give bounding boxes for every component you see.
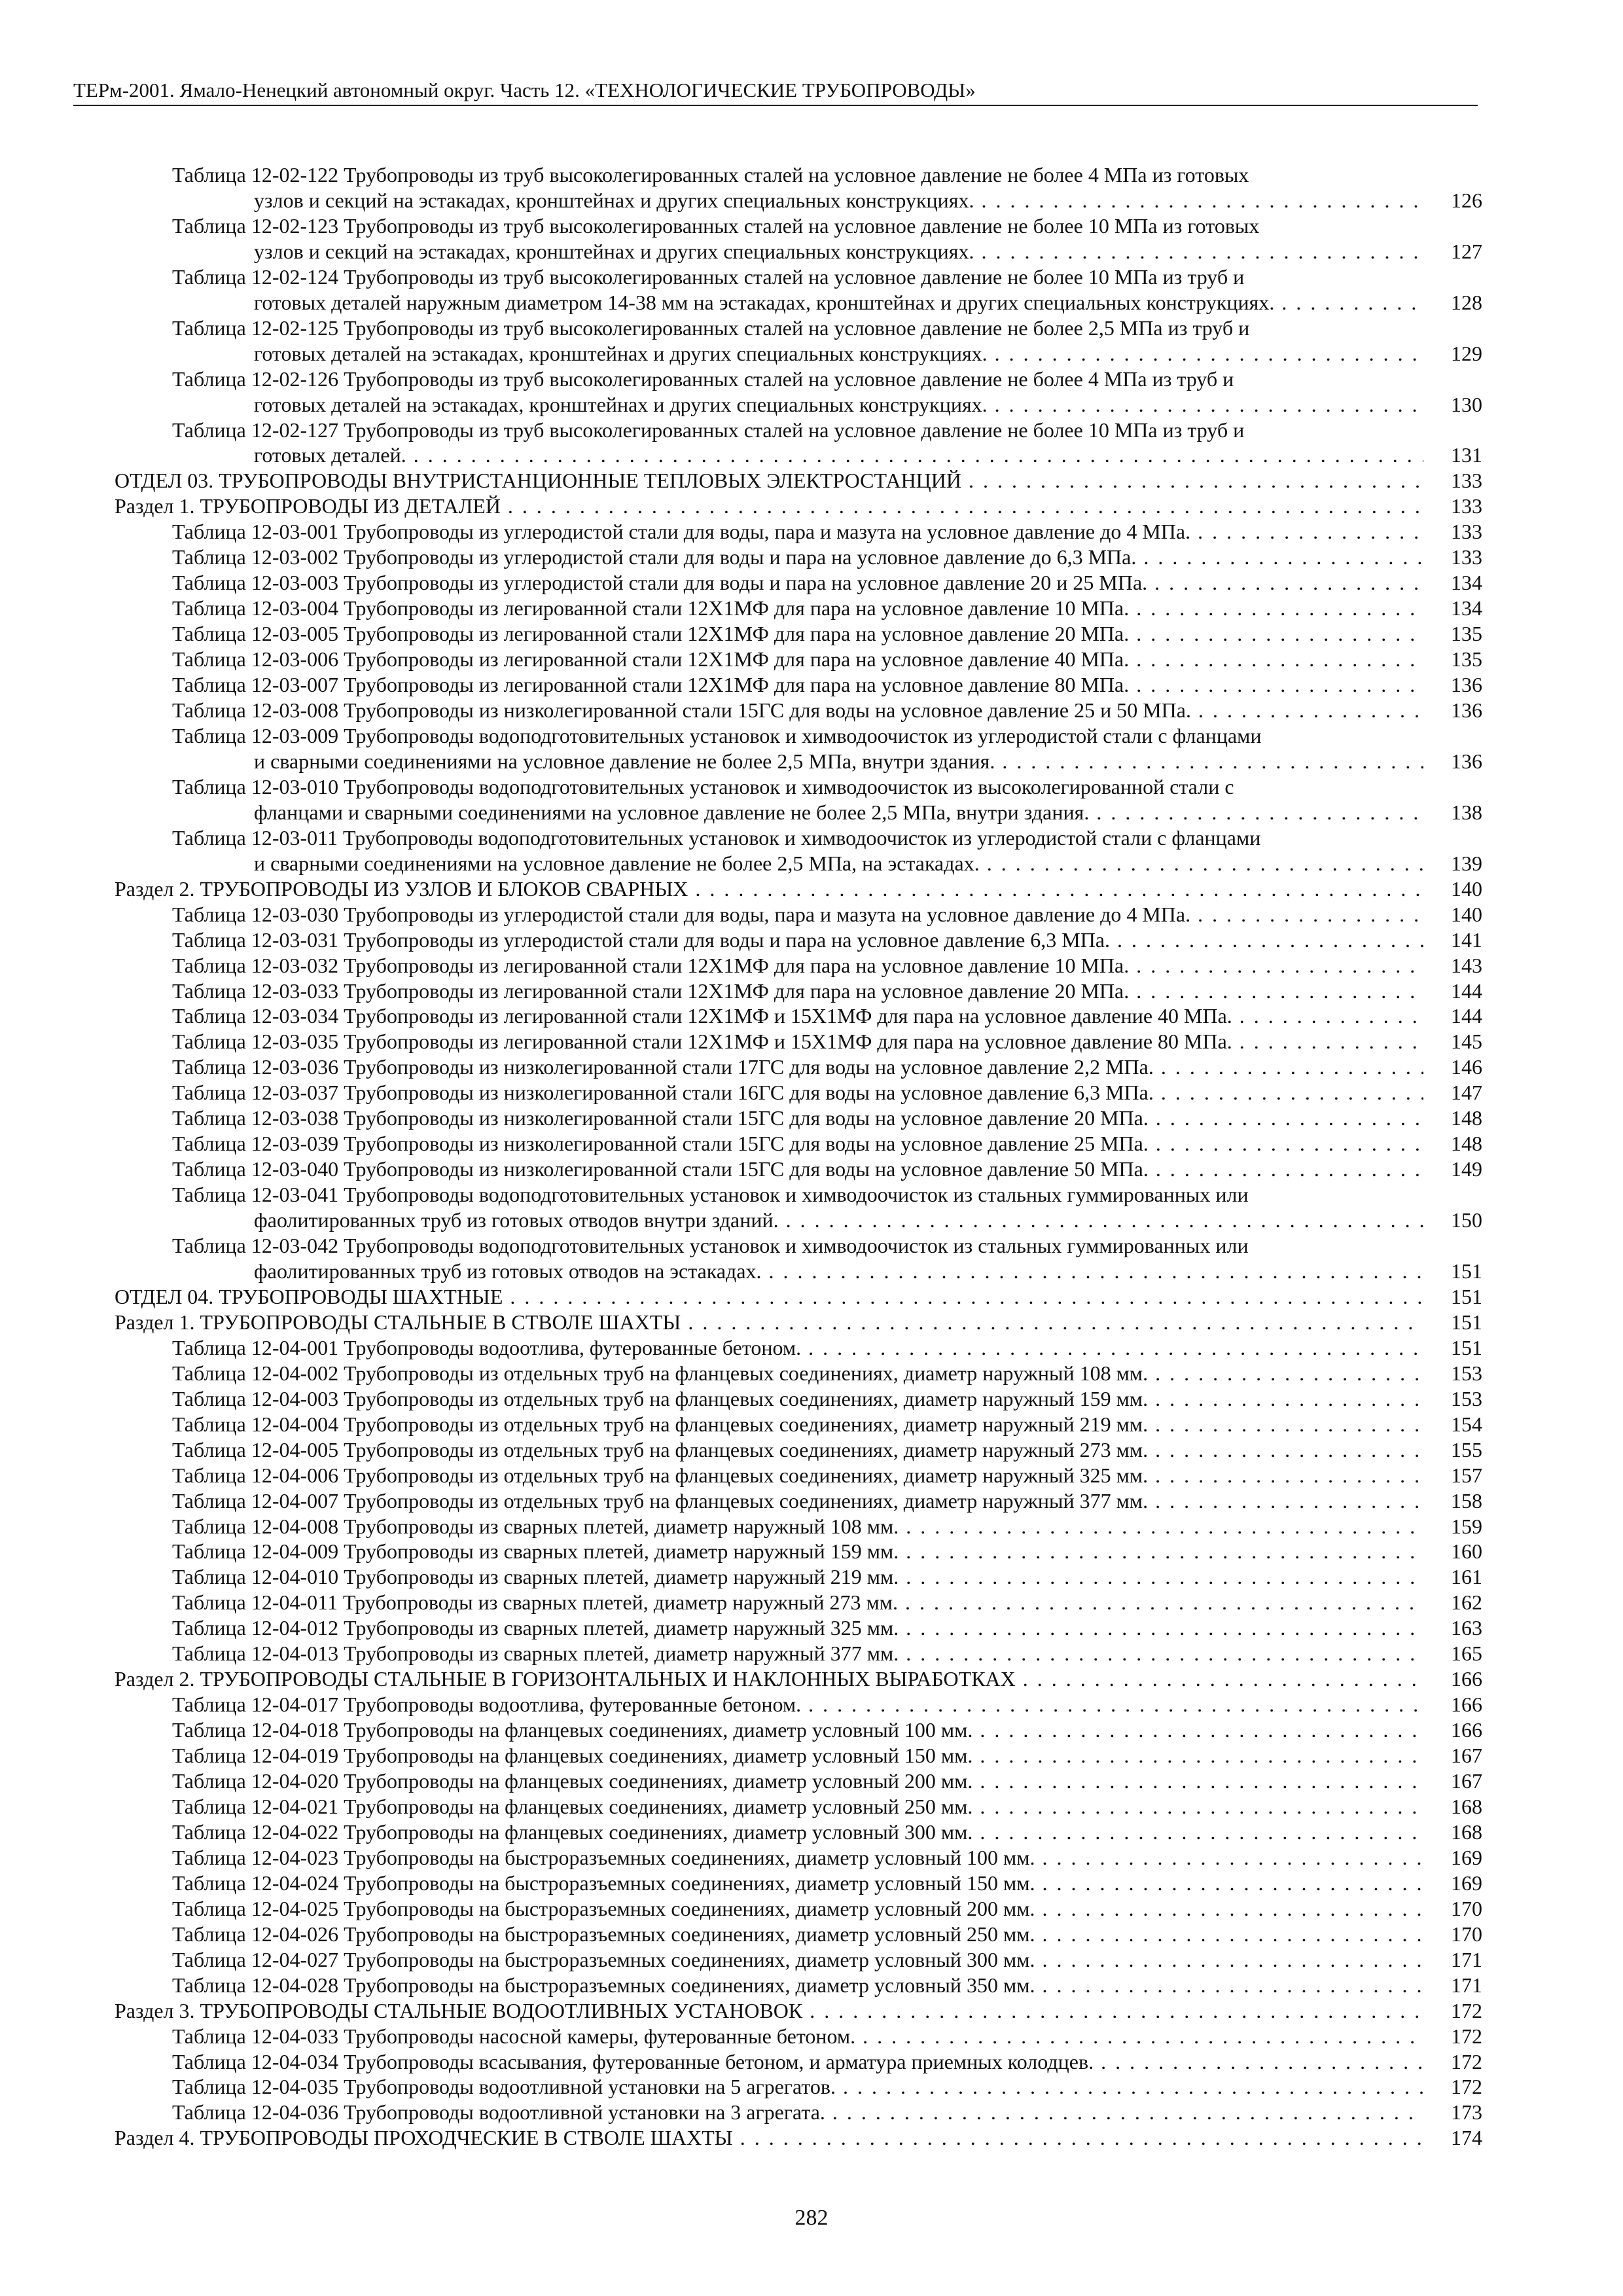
toc-table-entry[interactable] [172,1590,1482,1615]
toc-table-entry[interactable] [172,621,1482,647]
toc-entry-text: ОТДЕЛ 03. ТРУБОПРОВОДЫ ВНУТРИСТАНЦИОННЫЕ ТЕПЛОВЫХ ЭЛЕКТРОСТАНЦИЙ . . . [115,468,1482,493]
toc-page-number: 167 [1423,1768,1482,1794]
toc-page-number: 151 [1423,1259,1482,1284]
toc-entry-text: Таблица 12-03-037 Трубопроводы из низколегированной стали 16ГС для воды на условное давление 6,3 МПа. . . . [172,1080,1482,1105]
toc-entry-text: Таблица 12-02-124 Трубопроводы из труб высоколегированных сталей на условное давление не более 10 МПа из труб и [172,264,1245,289]
toc-table-entry[interactable] [172,1820,1482,1845]
toc-table-entry[interactable] [172,213,1482,264]
toc-entry-text: Таблица 12-03-036 Трубопроводы из низколегированной стали 17ГС для воды на условное давление 2,2 МПа. . . . [172,1054,1482,1080]
toc-entry-text: Таблица 12-02-127 Трубопроводы из труб высоколегированных сталей на условное давление не более 10 МПа из труб и [172,418,1245,442]
toc-page-number: 160 [1423,1539,1482,1564]
toc-table-entry[interactable] [172,698,1482,723]
toc-page-number: 158 [1423,1488,1482,1514]
toc-table-entry[interactable] [172,570,1482,596]
toc-page-number: 172 [1423,2074,1482,2100]
toc-table-entry[interactable] [172,1361,1482,1386]
toc-page-number: 165 [1423,1641,1482,1666]
toc-table-entry[interactable] [172,1105,1482,1131]
toc-entry-text: Таблица 12-04-025 Трубопроводы на быстроразъемных соединениях, диаметр условный 200 мм. . . . [172,1896,1482,1922]
toc-entry-text: Таблица 12-02-125 Трубопроводы из труб высоколегированных сталей на условное давление не более 2,5 МПа из труб и [172,315,1250,340]
toc-table-entry[interactable] [172,264,1482,315]
toc-entry-text: Раздел 1. ТРУБОПРОВОДЫ ИЗ ДЕТАЛЕЙ . . . [115,493,1482,519]
toc-entry-text: Таблица 12-02-123 Трубопроводы из труб высоколегированных сталей на условное давление не более 10 МПа из готовых [172,213,1260,238]
toc-entry-text: Таблица 12-04-020 Трубопроводы на фланцевых соединениях, диаметр условный 200 мм. . . . [172,1768,1482,1794]
toc-entry-text: Таблица 12-04-022 Трубопроводы на фланцевых соединениях, диаметр условный 300 мм. . . . [172,1820,1482,1845]
toc-page-number: 134 [1423,596,1482,621]
toc-table-entry[interactable] [172,367,1482,418]
toc-entry-text: Таблица 12-03-038 Трубопроводы из низколегированной стали 15ГС для воды на условное давление 20 МПа. . . . [172,1105,1482,1131]
toc-entry-text: Таблица 12-03-040 Трубопроводы из низколегированной стали 15ГС для воды на условное давление 50 МПа. . . . [172,1157,1482,1182]
toc-entry-text: Таблица 12-02-122 Трубопроводы из труб высоколегированных сталей на условное давление не более 4 МПа из готовых [172,163,1249,187]
toc-entry-text: Таблица 12-03-010 Трубопроводы водоподготовительных установок и химводоочисток из высоколегированной стали с [172,774,1234,798]
toc-page-number: 133 [1423,493,1482,519]
toc-page-number: 133 [1423,468,1482,493]
toc-table-entry[interactable] [172,978,1482,1004]
toc-entry-text: Раздел 2. ТРУБОПРОВОДЫ СТАЛЬНЫЕ В ГОРИЗОНТАЛЬНЫХ И НАКЛОННЫХ ВЫРАБОТКАХ . . . [115,1666,1482,1692]
toc-table-entry[interactable] [172,1947,1482,1973]
toc-table-entry[interactable] [172,774,1482,825]
toc-entry-text: Таблица 12-04-003 Трубопроводы из отдельных труб на фланцевых соединениях, диаметр наружный 159 мм. . . . [172,1386,1482,1412]
toc-entry-text: Таблица 12-04-028 Трубопроводы на быстроразъемных соединениях, диаметр условный 350 мм. . . . [172,1973,1482,1998]
toc-table-entry[interactable] [172,418,1482,469]
toc-table-entry[interactable] [172,647,1482,672]
toc-table-entry[interactable] [172,1539,1482,1564]
toc-entry-text: готовых деталей наружным диаметром 14-38 мм на эстакадах, кронштейнах и других специальных конструкциях. . . . [172,290,1482,315]
toc-entry-text: Таблица 12-03-003 Трубопроводы из углеродистой стали для воды и пара на условное давление 20 и 25 МПа. . . . [172,570,1482,596]
toc-page-number: 154 [1423,1412,1482,1437]
toc-entry-text: Таблица 12-03-032 Трубопроводы из легированной стали 12Х1МФ для пара на условное давление 10 МПа. . . . [172,953,1482,978]
toc-table-entry[interactable] [172,1615,1482,1641]
toc-table-entry[interactable] [172,1564,1482,1590]
toc-page-number: 144 [1423,978,1482,1004]
toc-page-number: 155 [1423,1437,1482,1463]
toc-entry-text: Таблица 12-04-004 Трубопроводы из отдельных труб на фланцевых соединениях, диаметр наружный 219 мм. . . . [172,1412,1482,1437]
toc-table-entry[interactable] [172,672,1482,698]
toc-table-entry[interactable] [172,162,1482,213]
toc-entry-text: Таблица 12-04-012 Трубопроводы из сварных плетей, диаметр наружный 325 мм. . . . [172,1615,1482,1641]
toc-page-number: 157 [1423,1463,1482,1488]
toc-entry-text: Таблица 12-04-007 Трубопроводы из отдельных труб на фланцевых соединениях, диаметр наружный 377 мм. . . . [172,1488,1482,1514]
toc-entry-text: Раздел 3. ТРУБОПРОВОДЫ СТАЛЬНЫЕ ВОДООТЛИВНЫХ УСТАНОВОК . . . [115,1998,1482,2024]
toc-table-entry[interactable] [172,1131,1482,1157]
toc-entry-text: фаолитированных труб из готовых отводов на эстакадах. . . . [172,1259,1482,1284]
toc-page-number: 170 [1423,1896,1482,1922]
toc-entry-text: узлов и секций на эстакадах, кронштейнах и других специальных конструкциях. . . . [172,188,1482,213]
toc-page-number: 135 [1423,647,1482,672]
toc-entry-text: Таблица 12-04-013 Трубопроводы из сварных плетей, диаметр наружный 377 мм. . . . [172,1641,1482,1666]
toc-page-number: 148 [1423,1131,1482,1157]
toc-entry-text: Раздел 4. ТРУБОПРОВОДЫ ПРОХОДЧЕСКИЕ В СТВОЛЕ ШАХТЫ . . . [115,2125,1482,2151]
toc-section-entry[interactable] [115,876,1482,902]
toc-page-number: 172 [1423,2049,1482,2075]
toc-page-number: 169 [1423,1845,1482,1871]
toc-table-entry[interactable] [172,545,1482,570]
toc-entry-text: Раздел 2. ТРУБОПРОВОДЫ ИЗ УЗЛОВ И БЛОКОВ СВАРНЫХ . . . [115,876,1482,902]
toc-entry-text: фаолитированных труб из готовых отводов внутри зданий. . . . [172,1208,1482,1233]
toc-page-number: 153 [1423,1361,1482,1386]
toc-page-number: 136 [1423,698,1482,723]
toc-table-entry[interactable] [172,315,1482,367]
toc-table-entry[interactable] [172,1463,1482,1488]
toc-page-number: 166 [1423,1692,1482,1717]
toc-entry-text: Таблица 12-03-034 Трубопроводы из легированной стали 12Х1МФ и 15Х1МФ для пара на условное давление 40 МПа. . . . [172,1003,1482,1029]
toc-table-entry[interactable] [172,1845,1482,1871]
toc-page-number: 168 [1423,1794,1482,1820]
toc-page-number: 147 [1423,1080,1482,1105]
toc-entry-text: Таблица 12-04-009 Трубопроводы из сварных плетей, диаметр наружный 159 мм. . . . [172,1539,1482,1564]
toc-table-entry[interactable] [172,2024,1482,2049]
toc-page-number: 145 [1423,1029,1482,1054]
toc-entry-text: узлов и секций на эстакадах, кронштейнах и других специальных конструкциях. . . . [172,239,1482,264]
toc-entry-text: Таблица 12-04-035 Трубопроводы водоотливной установки на 5 агрегатов. . . . [172,2074,1482,2100]
toc-page-number: 162 [1423,1590,1482,1615]
toc-entry-text: Таблица 12-03-004 Трубопроводы из легированной стали 12Х1МФ для пара на условное давление 10 МПа. . . . [172,596,1482,621]
toc-page-number: 129 [1423,341,1482,367]
toc-page-number: 144 [1423,1003,1482,1029]
toc-entry-text: Таблица 12-04-008 Трубопроводы из сварных плетей, диаметр наружный 108 мм. . . . [172,1514,1482,1539]
toc-table-entry[interactable] [172,1029,1482,1054]
toc-entry-text: Таблица 12-03-039 Трубопроводы из низколегированной стали 15ГС для воды на условное давление 25 МПа. . . . [172,1131,1482,1157]
toc-table-entry[interactable] [172,1794,1482,1820]
toc-table-entry[interactable] [172,2100,1482,2125]
toc-table-entry[interactable] [172,1386,1482,1412]
toc-table-entry[interactable] [172,2049,1482,2075]
toc-entry-text: готовых деталей на эстакадах, кронштейнах и других специальных конструкциях. . . . [172,392,1482,418]
toc-entry-text: Таблица 12-04-017 Трубопроводы водоотлива, футерованные бетоном. . . . [172,1692,1482,1717]
toc-entry-text: и сварными соединениями на условное давление не более 2,5 МПа, на эстакадах. . . . [172,851,1482,876]
toc-table-entry[interactable] [172,1233,1482,1284]
toc-entry-text: Таблица 12-04-006 Трубопроводы из отдельных труб на фланцевых соединениях, диаметр наружный 325 мм. . . . [172,1463,1482,1488]
toc-entry-text: Таблица 12-04-036 Трубопроводы водоотливной установки на 3 агрегата. . . . [172,2100,1482,2125]
toc-table-entry[interactable] [172,2074,1482,2100]
toc-entry-text: Таблица 12-04-024 Трубопроводы на быстроразъемных соединениях, диаметр условный 150 мм. . . . [172,1871,1482,1896]
toc-entry-text: Таблица 12-04-018 Трубопроводы на фланцевых соединениях, диаметр условный 100 мм. . . . [172,1717,1482,1743]
toc-page-number: 134 [1423,570,1482,596]
toc-page-number: 146 [1423,1054,1482,1080]
toc-entry-text: готовых деталей. . . . [172,442,1482,468]
toc-page-number: 174 [1423,2125,1482,2151]
toc-entry-text: Таблица 12-03-006 Трубопроводы из легированной стали 12Х1МФ для пара на условное давление 40 МПа. . . . [172,647,1482,672]
toc-entry-text: Таблица 12-04-033 Трубопроводы насосной камеры, футерованные бетоном. . . . [172,2024,1482,2049]
toc-section-entry[interactable] [115,1998,1482,2024]
toc-entry-text: Таблица 12-03-011 Трубопроводы водоподготовительных установок и химводоочисток из углеродистой стали с фланцами [172,825,1261,850]
toc-entry-text: Таблица 12-04-027 Трубопроводы на быстроразъемных соединениях, диаметр условный 300 мм. . . . [172,1947,1482,1973]
toc-page-number: 135 [1423,621,1482,647]
page-number: 282 [794,2206,829,2230]
toc-entry-text: Таблица 12-04-021 Трубопроводы на фланцевых соединениях, диаметр условный 250 мм. . . . [172,1794,1482,1820]
toc-page-number: 171 [1423,1973,1482,1998]
toc-table-entry[interactable] [172,1003,1482,1029]
toc-page-number: 133 [1423,519,1482,545]
toc-table-entry[interactable] [172,723,1482,774]
toc-page-number: 128 [1423,290,1482,315]
toc-entry-text: Таблица 12-03-002 Трубопроводы из углеродистой стали для воды и пара на условное давление до 6,3 МПа. . . . [172,545,1482,570]
toc-table-entry[interactable] [172,1922,1482,1947]
toc-entry-text: фланцами и сварными соединениями на условное давление не более 2,5 МПа, внутри здания. . . . [172,800,1482,825]
toc-page-number: 140 [1423,902,1482,927]
toc-page-number: 171 [1423,1947,1482,1973]
toc-table-entry[interactable] [172,1692,1482,1717]
toc-page-number: 130 [1423,392,1482,418]
toc-page-number: 172 [1423,1998,1482,2024]
toc-page-number: 167 [1423,1743,1482,1768]
toc-page-number: 161 [1423,1564,1482,1590]
toc-entry-text: Таблица 12-04-011 Трубопроводы из сварных плетей, диаметр наружный 273 мм. . . . [172,1590,1482,1615]
toc-page-number: 126 [1423,188,1482,213]
toc-table-entry[interactable] [172,1514,1482,1539]
toc-page-number: 153 [1423,1386,1482,1412]
toc-table-entry[interactable] [172,1896,1482,1922]
toc-page-number: 127 [1423,239,1482,264]
toc-entry-text: Таблица 12-02-126 Трубопроводы из труб высоколегированных сталей на условное давление не более 4 МПа из труб и [172,367,1234,391]
toc-table-entry[interactable] [172,1437,1482,1463]
toc-table-entry[interactable] [172,519,1482,545]
toc-entry-text: Раздел 1. ТРУБОПРОВОДЫ СТАЛЬНЫЕ В СТВОЛЕ ШАХТЫ . . . [115,1310,1482,1335]
toc-page-number: 151 [1423,1335,1482,1361]
toc-section-entry[interactable] [115,1666,1482,1692]
toc-entry-text: Таблица 12-03-005 Трубопроводы из легированной стали 12Х1МФ для пара на условное давление 20 МПа. . . . [172,621,1482,647]
toc-page-number: 150 [1423,1208,1482,1233]
toc-entry-text: Таблица 12-04-019 Трубопроводы на фланцевых соединениях, диаметр условный 150 мм. . . . [172,1743,1482,1768]
toc-entry-text: и сварными соединениями на условное давление не более 2,5 МПа, внутри здания. . . . [172,749,1482,774]
toc-entry-text: ОТДЕЛ 04. ТРУБОПРОВОДЫ ШАХТНЫЕ . . . [115,1284,1482,1310]
toc-page-number: 166 [1423,1717,1482,1743]
toc-entry-text: Таблица 12-03-009 Трубопроводы водоподготовительных установок и химводоочисток из углеродистой стали с фланцами [172,723,1262,747]
toc-page-number: 133 [1423,545,1482,570]
toc-table-entry[interactable] [172,1412,1482,1437]
running-header: ТЕРм-2001. Ямало-Ненецкий автономный округ. Часть 12. «ТЕХНОЛОГИЧЕСКИЕ ТРУБОПРОВОДЫ» [73,77,1478,106]
toc-entry-text: Таблица 12-03-007 Трубопроводы из легированной стали 12Х1МФ для пара на условное давление 80 МПа. . . . [172,672,1482,698]
toc-table-entry[interactable] [172,825,1482,876]
toc-page-number: 168 [1423,1820,1482,1845]
toc-page-number: 170 [1423,1922,1482,1947]
toc-page-number: 151 [1423,1284,1482,1310]
toc-page-number: 151 [1423,1310,1482,1335]
toc-entry-text: Таблица 12-03-033 Трубопроводы из легированной стали 12Х1МФ для пара на условное давление 20 МПа. . . . [172,978,1482,1004]
toc-table-entry[interactable] [172,953,1482,978]
toc-entry-text: Таблица 12-04-002 Трубопроводы из отдельных труб на фланцевых соединениях, диаметр наружный 108 мм. . . . [172,1361,1482,1386]
toc-table-entry[interactable] [172,1973,1482,1998]
toc-table-entry[interactable] [172,1641,1482,1666]
toc-entry-text: Таблица 12-04-001 Трубопроводы водоотлива, футерованные бетоном. . . . [172,1335,1482,1361]
toc-table-entry[interactable] [172,1717,1482,1743]
toc-page-number: 163 [1423,1615,1482,1641]
toc-table-entry[interactable] [172,1182,1482,1233]
toc-entry-text: Таблица 12-03-041 Трубопроводы водоподготовительных установок и химводоочисток из стальных гуммированных или [172,1183,1249,1207]
toc-table-entry[interactable] [172,1080,1482,1105]
toc-entry-text: Таблица 12-03-035 Трубопроводы из легированной стали 12Х1МФ и 15Х1МФ для пара на условное давление 80 МПа. . . . [172,1029,1482,1054]
toc-entry-text: Таблица 12-03-008 Трубопроводы из низколегированной стали 15ГС для воды на условное давление 25 и 50 МПа. . . . [172,698,1482,723]
toc-entry-text: Таблица 12-04-005 Трубопроводы из отдельных труб на фланцевых соединениях, диаметр наружный 273 мм. . . . [172,1437,1482,1463]
toc-section-entry[interactable] [115,1284,1482,1310]
toc-page-number: 159 [1423,1514,1482,1539]
toc-table-entry[interactable] [172,1871,1482,1896]
toc-entry-text: Таблица 12-03-030 Трубопроводы из углеродистой стали для воды, пара и мазута на условное давление до 4 МПа. . . . [172,902,1482,927]
toc-page-number: 141 [1423,927,1482,953]
toc-table-entry[interactable] [172,1768,1482,1794]
toc-page-number: 136 [1423,749,1482,774]
toc-section-entry[interactable] [115,1310,1482,1335]
toc-section-entry[interactable] [115,468,1482,493]
toc-entry-text: Таблица 12-03-001 Трубопроводы из углеродистой стали для воды, пара и мазута на условное давление до 4 МПа. . . . [172,519,1482,545]
toc-page-number: 138 [1423,800,1482,825]
toc-page-number: 131 [1423,442,1482,468]
toc-entry-text: Таблица 12-04-034 Трубопроводы всасывания, футерованные бетоном, и арматура приемных колодцев. . . . [172,2049,1482,2075]
toc-table-entry[interactable] [172,927,1482,953]
toc-table-entry[interactable] [172,1335,1482,1361]
toc-page-number: 169 [1423,1871,1482,1896]
table-of-contents [0,162,1623,2151]
toc-section-entry[interactable] [115,493,1482,519]
toc-page-number: 139 [1423,851,1482,876]
toc-page-number: 143 [1423,953,1482,978]
toc-table-entry[interactable] [172,1157,1482,1182]
toc-entry-text: готовых деталей на эстакадах, кронштейнах и других специальных конструкциях. . . . [172,341,1482,367]
toc-table-entry[interactable] [172,902,1482,927]
toc-page-number: 149 [1423,1157,1482,1182]
toc-entry-text: Таблица 12-04-023 Трубопроводы на быстроразъемных соединениях, диаметр условный 100 мм. . . . [172,1845,1482,1871]
toc-table-entry[interactable] [172,1743,1482,1768]
toc-page-number: 148 [1423,1105,1482,1131]
toc-entry-text: Таблица 12-03-042 Трубопроводы водоподготовительных установок и химводоочисток из стальных гуммированных или [172,1234,1249,1258]
toc-entry-text: Таблица 12-04-026 Трубопроводы на быстроразъемных соединениях, диаметр условный 250 мм. . . . [172,1922,1482,1947]
toc-entry-text: Таблица 12-04-010 Трубопроводы из сварных плетей, диаметр наружный 219 мм. . . . [172,1564,1482,1590]
toc-table-entry[interactable] [172,1488,1482,1514]
toc-page-number: 172 [1423,2024,1482,2049]
toc-table-entry[interactable] [172,1054,1482,1080]
toc-page-number: 140 [1423,876,1482,902]
toc-page-number: 166 [1423,1666,1482,1692]
toc-page-number: 173 [1423,2100,1482,2125]
toc-entry-text: Таблица 12-03-031 Трубопроводы из углеродистой стали для воды и пара на условное давление 6,3 МПа. . . . [172,927,1482,953]
toc-table-entry[interactable] [172,596,1482,621]
toc-page-number: 136 [1423,672,1482,698]
toc-section-entry[interactable] [115,2125,1482,2151]
